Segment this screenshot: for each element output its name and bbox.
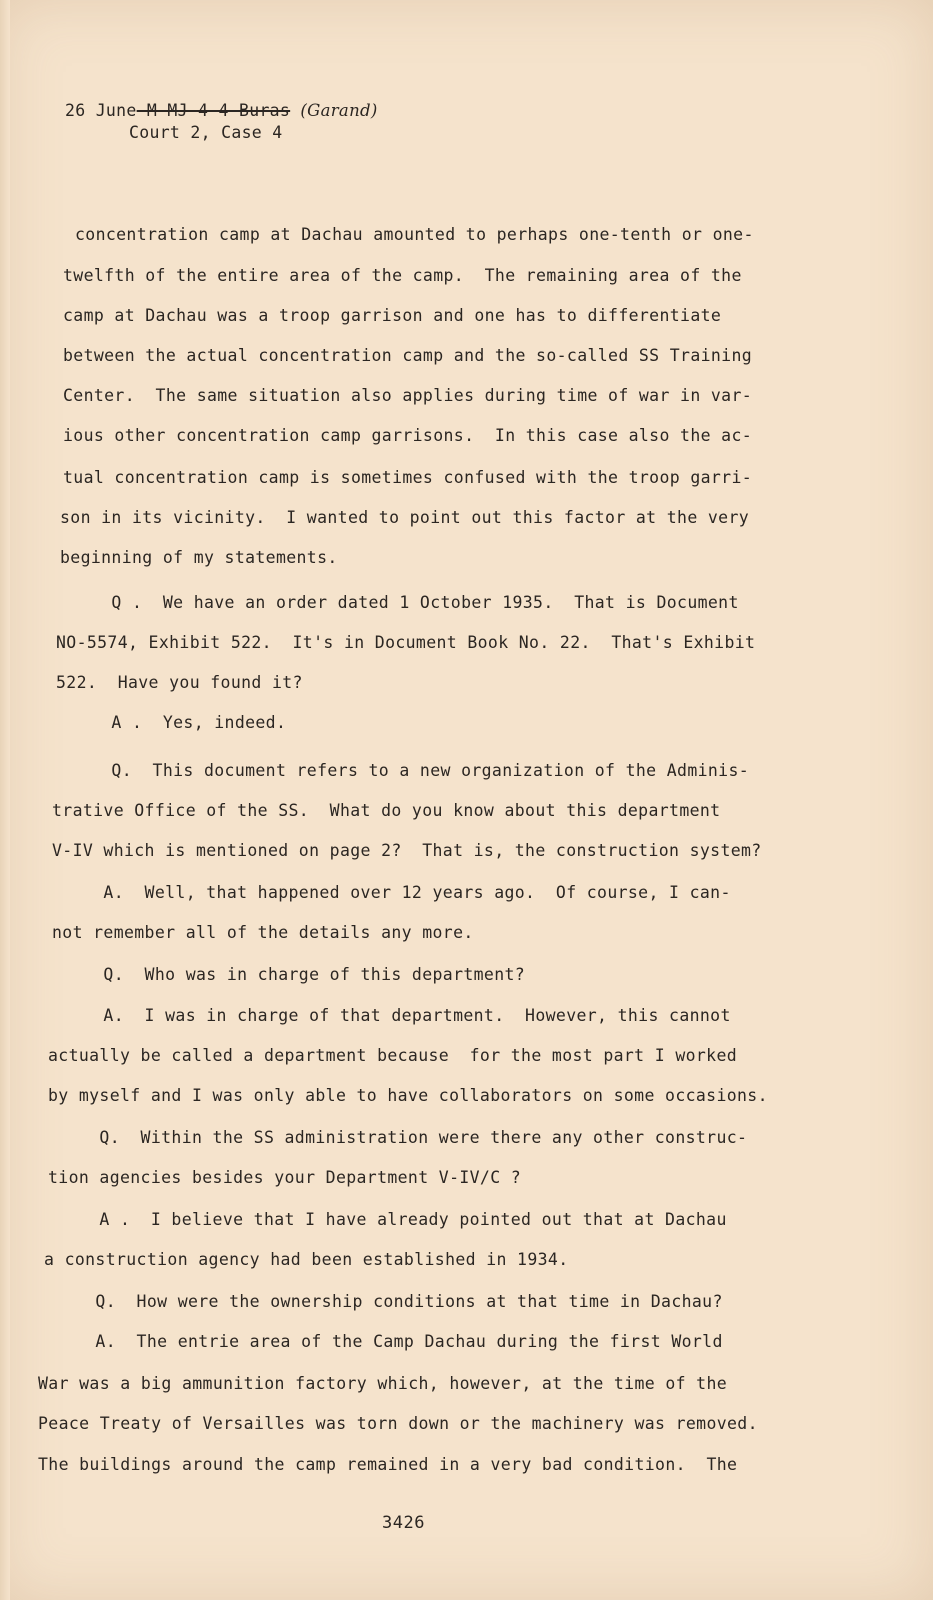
body-line: Center. The same situation also applies during time of war in var-	[63, 386, 753, 405]
body-line: son in its vicinity. I wanted to point out this factor at the very	[60, 508, 750, 527]
body-line: A. Well, that happened over 12 years ago. Of course, I can-	[52, 883, 731, 902]
body-line: NO-5574, Exhibit 522. It's in Document Book No. 22. That's Exhibit	[56, 633, 756, 652]
header-court-case: Court 2, Case 4	[129, 123, 283, 142]
body-line: War was a big ammunition factory which, however, at the time of the	[38, 1374, 728, 1393]
body-line: beginning of my statements.	[60, 548, 338, 567]
body-line: tion agencies besides your Department V-IV/C ?	[48, 1168, 522, 1187]
body-line: trative Office of the SS. What do you know about this department	[52, 801, 721, 820]
page-edge	[0, 0, 10, 1600]
body-line: tual concentration camp is sometimes confused with the troop garri-	[63, 468, 753, 487]
body-line: Q. How were the ownership conditions at that time in Dachau?	[44, 1292, 723, 1311]
header-line-1	[65, 100, 378, 122]
body-line: 522. Have you found it?	[56, 673, 303, 692]
body-line: A . Yes, indeed.	[60, 713, 287, 732]
body-line: twelfth of the entire area of the camp. The remaining area of the	[63, 266, 742, 285]
body-line: not remember all of the details any more.	[52, 923, 474, 942]
page-header	[65, 100, 378, 144]
body-line: A. I was in charge of that department. However, this cannot	[52, 1006, 731, 1025]
body-line: between the actual concentration camp and the so-called SS Training	[63, 346, 753, 365]
body-line: V-IV which is mentioned on page 2? That is, the construction system?	[52, 841, 762, 860]
body-line: A. The entrie area of the Camp Dachau during the first World	[44, 1332, 723, 1351]
header-struck-text: -M-MJ-4-4-Buras	[136, 101, 291, 120]
page-number: 3426	[382, 1513, 425, 1533]
body-line: camp at Dachau was a troop garrison and one has to differentiate	[63, 306, 722, 325]
body-line: Peace Treaty of Versailles was torn down or the machinery was removed.	[38, 1414, 758, 1433]
header-handwritten-name: (Garand)	[300, 101, 378, 120]
header-date: 26 June	[65, 101, 137, 120]
body-line: A . I believe that I have already pointed out that at Dachau	[48, 1210, 727, 1229]
body-line: Q. Who was in charge of this department?	[52, 965, 526, 984]
body-line: Q. Within the SS administration were there any other construc-	[48, 1128, 748, 1147]
body-line: Q . We have an order dated 1 October 1935. That is Document	[60, 593, 739, 612]
body-line: The buildings around the camp remained in a very bad condition. The	[38, 1455, 738, 1474]
body-line: concentration camp at Dachau amounted to perhaps one-tenth or one-	[75, 225, 754, 244]
body-line: ious other concentration camp garrisons. In this case also the ac-	[63, 426, 753, 445]
body-line: Q. This document refers to a new organization of the Adminis-	[60, 761, 750, 780]
body-line: actually be called a department because for the most part I worked	[48, 1046, 738, 1065]
body-line: by myself and I was only able to have collaborators on some occasions.	[48, 1086, 768, 1105]
body-line: a construction agency had been established in 1934.	[44, 1250, 569, 1269]
